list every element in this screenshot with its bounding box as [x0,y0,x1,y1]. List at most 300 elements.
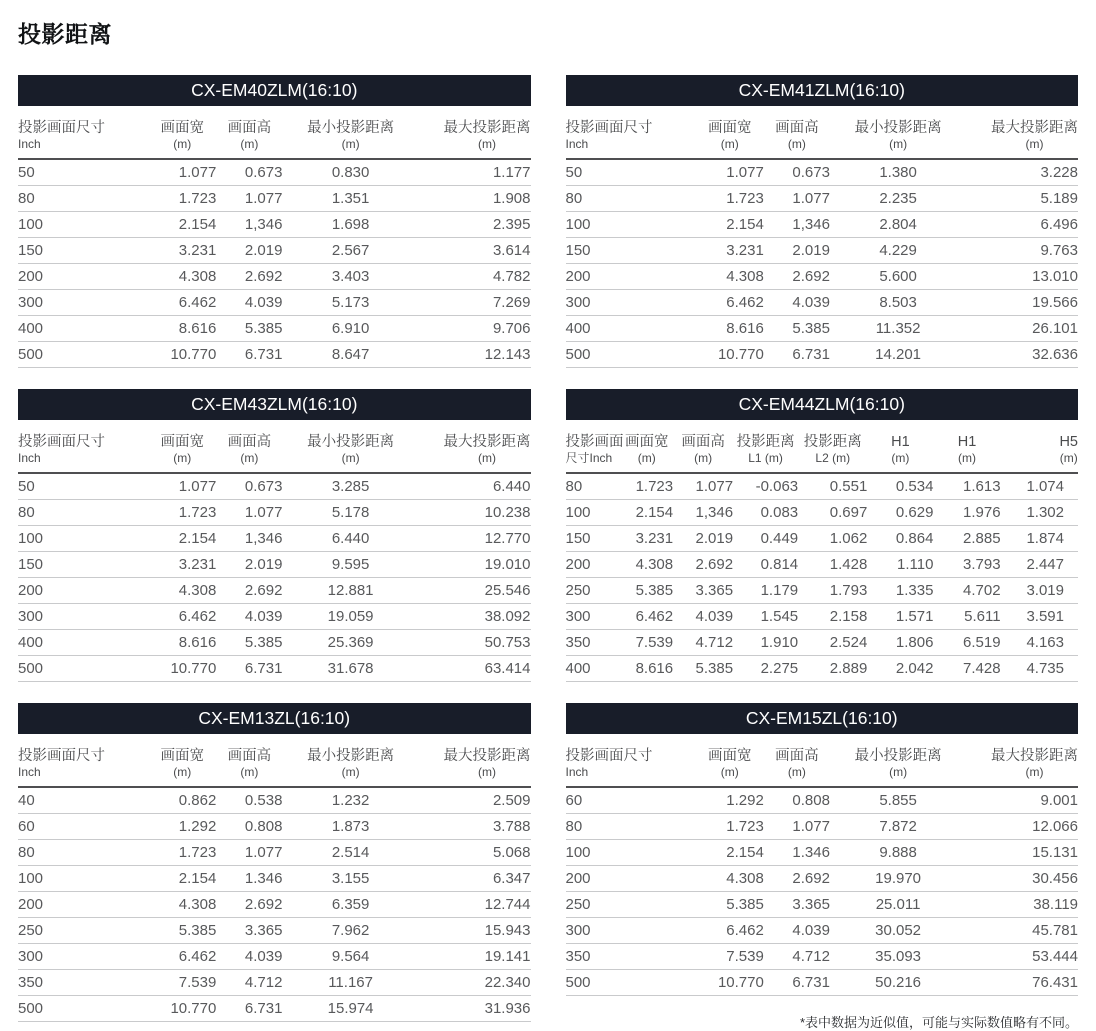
column-header-text [228,119,272,152]
cell: 500 [18,996,148,1022]
column-header-text [1059,433,1078,466]
cell: 150 [566,238,696,264]
column-header-line1: 画面高 [775,748,819,764]
cell: 10.238 [419,500,531,526]
cell: 6.731 [216,996,282,1022]
column-header-line1: 画面宽 [624,434,669,450]
column-header [933,426,1000,473]
cell: 2.158 [798,604,867,630]
cell: 19.059 [282,604,418,630]
table-row [566,500,1079,526]
cell: 2.395 [419,212,531,238]
cell: 300 [18,290,148,316]
cell: 4.308 [148,578,216,604]
table-title-bar [566,389,1079,420]
cell: 1.723 [148,186,216,212]
column-header-text [625,433,669,466]
cell: 0.697 [798,500,867,526]
table-row [566,866,1079,892]
cell: 7.539 [696,944,764,970]
cell: 1.335 [867,578,933,604]
cell: 80 [18,186,148,212]
cell: 76.431 [966,970,1078,996]
table-row [18,656,531,682]
cell: 250 [566,578,621,604]
column-header-text [444,433,531,466]
table-title-bar [566,703,1079,734]
column-header-text [228,747,272,780]
cell: 6.731 [216,342,282,368]
table-row [18,159,531,186]
table-row [18,552,531,578]
cell: 22.340 [419,970,531,996]
table-row [566,892,1079,918]
cell: 38.119 [966,892,1078,918]
cell: 3.788 [419,814,531,840]
column-header [216,740,282,787]
cell: -0.063 [733,473,798,500]
cell: 500 [566,970,696,996]
cell: 1.723 [620,473,673,500]
cell: 0.673 [764,159,830,186]
cell: 300 [18,604,148,630]
cell: 6.440 [282,526,418,552]
cell: 2.692 [764,264,830,290]
cell: 2.514 [282,840,418,866]
column-header-text [566,119,653,152]
table-row [566,264,1079,290]
table-row [18,290,531,316]
column-header-text [804,433,862,466]
column-header [733,426,798,473]
cell: 30.456 [966,866,1078,892]
projection-data-table [18,740,531,1022]
cell: 2.275 [733,656,798,682]
cell: 32.636 [966,342,1078,368]
cell: 3.793 [933,552,1000,578]
cell: 12.881 [282,578,418,604]
column-header-line1: 画面宽 [708,748,752,764]
cell: 400 [566,316,696,342]
cell: 1.179 [733,578,798,604]
cell: 300 [18,944,148,970]
column-header-line2: (m) [720,765,739,779]
cell: 50 [18,159,148,186]
cell: 10.770 [696,342,764,368]
cell: 4.308 [696,866,764,892]
cell: 100 [18,866,148,892]
cell: 9.763 [966,238,1078,264]
cell: 400 [566,656,621,682]
column-header [419,112,531,159]
cell: 5.385 [764,316,830,342]
cell: 10.770 [148,996,216,1022]
column-header-line1: 投影画面尺寸 [18,748,105,764]
cell: 6.519 [933,630,1000,656]
cell: 200 [18,264,148,290]
cell: 4.039 [216,604,282,630]
column-header-text [161,433,205,466]
cell: 1.292 [148,814,216,840]
cell: 25.011 [830,892,966,918]
column-header-line2: (m) [240,765,259,779]
cell: 1.873 [282,814,418,840]
cell: 1.351 [282,186,418,212]
cell: 45.781 [966,918,1078,944]
column-header-line1: 画面高 [227,748,272,764]
cell: 5.385 [148,918,216,944]
table-row [18,500,531,526]
cell: 80 [18,840,148,866]
column-header-line1: 最大投影距离 [443,434,531,450]
cell: 0.629 [867,500,933,526]
table-row [566,656,1079,682]
cell: 2.804 [830,212,966,238]
cell: 6.462 [620,604,673,630]
cell: 2.524 [798,630,867,656]
cell: 1.177 [419,159,531,186]
cell: 0.814 [733,552,798,578]
cell: 350 [18,970,148,996]
cell: 10.770 [696,970,764,996]
cell: 7.872 [830,814,966,840]
column-header-line2: (m) [694,451,713,465]
cell: 26.101 [966,316,1078,342]
cell: 7.428 [933,656,1000,682]
cell: 2.447 [1001,552,1078,578]
cell: 3.019 [1001,578,1078,604]
header-row [566,426,1079,473]
cell: 9.706 [419,316,531,342]
table-row [18,630,531,656]
projection-data-table [566,740,1079,996]
cell: 1.110 [867,552,933,578]
cell: 5.855 [830,787,966,814]
cell: 200 [566,866,696,892]
cell: 1.077 [764,186,830,212]
table-row [566,186,1079,212]
table-row [18,787,531,814]
table-row [566,970,1079,996]
column-header-line1: 最小投影距离 [307,748,395,764]
cell: 1.793 [798,578,867,604]
column-header-line2: (m) [1059,451,1078,465]
column-header-text [891,433,910,466]
column-header-line1: 最大投影距离 [443,748,531,764]
cell: 12.744 [419,892,531,918]
cell: 1.077 [764,814,830,840]
column-header [148,426,216,473]
cell: 4.039 [764,290,830,316]
cell: 3.403 [282,264,418,290]
cell: 1.545 [733,604,798,630]
table-title: CX-EM15ZL(16:10) [745,708,898,728]
cell: 2.692 [216,578,282,604]
cell: 15.943 [419,918,531,944]
cell: 1,346 [764,212,830,238]
column-header-line2: (m) [787,137,806,151]
cell: 30.052 [830,918,966,944]
cell: 2.042 [867,656,933,682]
projection-table [18,75,531,368]
table-row [18,316,531,342]
column-header-line2: (m) [787,765,806,779]
cell: 200 [18,578,148,604]
cell: 38.092 [419,604,531,630]
cell: 6.462 [148,604,216,630]
cell: 63.414 [419,656,531,682]
cell: 1.910 [733,630,798,656]
projection-table [566,389,1079,682]
cell: 1.077 [148,159,216,186]
cell: 1.302 [1001,500,1078,526]
cell: 200 [566,552,621,578]
cell: 3.591 [1001,604,1078,630]
cell: 100 [18,212,148,238]
cell: 80 [566,814,696,840]
column-header-line2: 尺寸Inch [565,451,613,465]
cell: 100 [566,840,696,866]
column-header [673,426,733,473]
cell: 10.770 [148,342,216,368]
cell: 2.692 [764,866,830,892]
cell: 5.385 [673,656,733,682]
table-title: CX-EM41ZLM(16:10) [738,80,905,100]
cell: 4.702 [933,578,1000,604]
column-header-line1: H1 [891,434,910,450]
projection-data-table [566,426,1079,682]
cell: 10.770 [148,656,216,682]
cell: 0.864 [867,526,933,552]
cell: 4.229 [830,238,966,264]
cell: 9.595 [282,552,418,578]
cell: 8.616 [148,316,216,342]
cell: 3.365 [216,918,282,944]
cell: 4.039 [216,944,282,970]
last-table-cell [566,703,1079,1031]
column-header-line2: Inch [18,765,41,779]
cell: 1.077 [216,500,282,526]
table-row [566,630,1079,656]
cell: 80 [566,186,696,212]
table-row [566,316,1079,342]
cell: 31.678 [282,656,418,682]
column-header-line1: 投影画面 [565,434,624,450]
column-header-line2: (m) [341,137,360,151]
column-header-text [566,747,653,780]
cell: 6.496 [966,212,1078,238]
column-header-line1: 最大投影距离 [991,748,1078,764]
table-title: CX-EM40ZLM(16:10) [191,80,358,100]
table-title: CX-EM13ZL(16:10) [198,708,351,728]
table-row [566,212,1079,238]
header-row [566,740,1079,787]
cell: 3.231 [148,552,216,578]
cell: 100 [566,500,621,526]
cell: 50.216 [830,970,966,996]
column-header-text [737,433,795,466]
cell: 8.616 [620,656,673,682]
cell: 1.077 [216,186,282,212]
projection-table [18,703,531,1022]
projection-data-table [18,426,531,682]
column-header [764,740,830,787]
cell: 50 [566,159,696,186]
cell: 4.782 [419,264,531,290]
column-header-line1: 画面宽 [160,120,204,136]
column-header-line1: 投影距离 [803,434,862,450]
column-header-line2: Inch [18,451,41,465]
cell: 25.369 [282,630,418,656]
cell: 50.753 [419,630,531,656]
table-row [18,970,531,996]
cell: 1.292 [696,787,764,814]
table-row [566,918,1079,944]
cell: 19.010 [419,552,531,578]
cell: 500 [18,342,148,368]
column-header-text [307,433,394,466]
cell: 25.546 [419,578,531,604]
cell: 400 [18,630,148,656]
cell: 5.178 [282,500,418,526]
cell: 500 [566,342,696,368]
cell: 3.365 [673,578,733,604]
column-header-line2: L1 (m) [748,451,783,465]
cell: 1.062 [798,526,867,552]
column-header-line2: Inch [565,765,589,779]
column-header-line2: L2 (m) [815,451,851,465]
cell: 1.613 [933,473,1000,500]
cell: 31.936 [419,996,531,1022]
column-header-line2: (m) [341,765,360,779]
cell: 6.462 [148,944,216,970]
cell: 2.154 [148,866,216,892]
cell: 3.231 [620,526,673,552]
cell: 0.673 [216,473,282,500]
column-header [282,740,418,787]
column-header-text [775,119,819,152]
column-header-line1: 最小投影距离 [854,748,942,764]
column-header-line2: (m) [240,137,259,151]
cell: 1.698 [282,212,418,238]
cell: 3.231 [696,238,764,264]
table-row [566,473,1079,500]
cell: 4.712 [673,630,733,656]
cell: 6.910 [282,316,418,342]
cell: 19.970 [830,866,966,892]
cell: 8.616 [148,630,216,656]
cell: 60 [18,814,148,840]
cell: 1.723 [696,814,764,840]
table-row [18,473,531,500]
cell: 1.077 [673,473,733,500]
column-header [282,426,418,473]
column-header-line2: (m) [173,137,192,151]
table-row [566,159,1079,186]
header-row [18,112,531,159]
cell: 2.567 [282,238,418,264]
table-row [566,238,1079,264]
cell: 3.155 [282,866,418,892]
cell: 200 [566,264,696,290]
cell: 0.830 [282,159,418,186]
cell: 1.723 [148,840,216,866]
column-header-line2: (m) [240,451,259,465]
cell: 0.083 [733,500,798,526]
cell: 53.444 [966,944,1078,970]
cell: 0.534 [867,473,933,500]
cell: 80 [566,473,621,500]
column-header-text [708,747,752,780]
table-row [566,342,1079,368]
column-header [830,112,966,159]
cell: 4.712 [764,944,830,970]
cell: 1.346 [216,866,282,892]
cell: 12.770 [419,526,531,552]
column-header-text [161,747,205,780]
cell: 15.974 [282,996,418,1022]
tables-grid [18,75,1078,1031]
cell: 2.235 [830,186,966,212]
cell: 1.806 [867,630,933,656]
column-header [18,112,148,159]
table-row [18,238,531,264]
table-row [566,552,1079,578]
cell: 8.647 [282,342,418,368]
column-header [867,426,933,473]
column-header [18,426,148,473]
cell: 80 [18,500,148,526]
table-row [566,787,1079,814]
column-header-text [566,433,624,466]
column-header-line1: 最小投影距离 [307,120,395,136]
table-row [566,944,1079,970]
cell: 2.154 [696,212,764,238]
cell: 6.731 [764,970,830,996]
column-header-line2: (m) [889,765,908,779]
column-header [148,112,216,159]
cell: 13.010 [966,264,1078,290]
cell: 150 [18,552,148,578]
column-header-text [161,119,205,152]
cell: 7.269 [419,290,531,316]
page-title: 投影距离 [18,21,112,47]
column-header-line2: Inch [18,137,41,151]
cell: 4.308 [696,264,764,290]
cell: 5.385 [620,578,673,604]
cell: 150 [566,526,621,552]
cell: 0.862 [148,787,216,814]
cell: 6.462 [696,918,764,944]
column-header-text [307,119,394,152]
column-header-line1: 投影距离 [736,434,795,450]
cell: 1.077 [148,473,216,500]
column-header [798,426,867,473]
column-header-text [775,747,819,780]
cell: 14.201 [830,342,966,368]
cell: 100 [18,526,148,552]
cell: 1.571 [867,604,933,630]
cell: 1,346 [673,500,733,526]
cell: 0.449 [733,526,798,552]
header-row [18,740,531,787]
column-header [282,112,418,159]
cell: 1.723 [696,186,764,212]
column-header [18,740,148,787]
table-row [18,918,531,944]
cell: 8.616 [696,316,764,342]
cell: 9.888 [830,840,966,866]
